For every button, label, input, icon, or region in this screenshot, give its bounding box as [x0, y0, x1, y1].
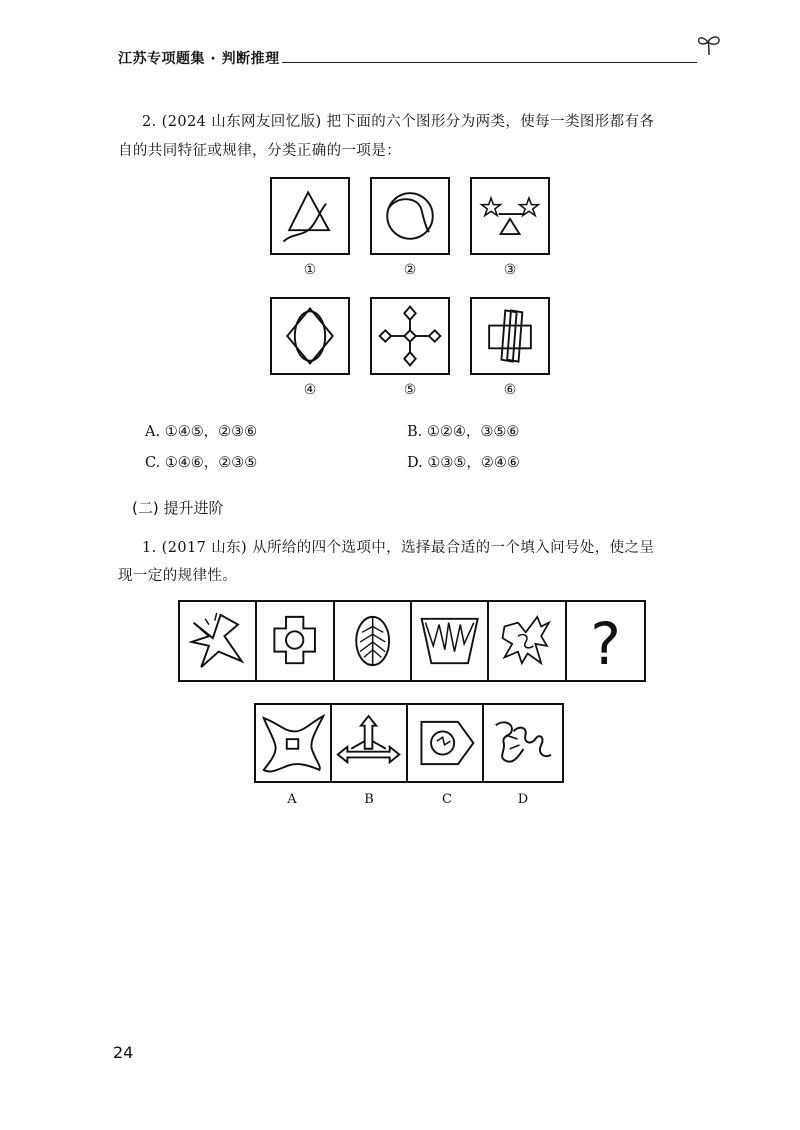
answer-figure-b[interactable]	[332, 705, 408, 781]
figure-label-1: ①	[303, 262, 317, 278]
sequence-cell-1	[180, 602, 257, 680]
figure-3	[470, 177, 550, 255]
running-header-title: 江苏专项题集 · 判断推理	[118, 51, 280, 67]
figure-1	[270, 177, 350, 255]
answer-label-b: B	[364, 792, 374, 807]
header-rule	[282, 62, 697, 63]
q2-line-2: 自的共同特征或规律，分类正确的一项是：	[118, 143, 402, 159]
option-a[interactable]: A. ①④⑤，②③⑥	[145, 424, 258, 440]
answer-label-d: D	[517, 792, 529, 807]
figure-2	[370, 177, 450, 255]
figure-4	[270, 297, 350, 375]
q1-line-1: 1. (2017 山东) 从所给的四个选项中，选择最合适的一个填入问号处，使之呈	[142, 540, 655, 556]
figure-5	[370, 297, 450, 375]
sprout-icon	[696, 33, 722, 61]
figure-label-3: ③	[503, 262, 517, 278]
q2-line-1: 2. (2024 山东网友回忆版) 把下面的六个图形分为两类，使每一类图形都有各	[142, 114, 655, 130]
figure-label-4: ④	[303, 382, 317, 398]
sequence-cell-4	[412, 602, 489, 680]
sequence-cell-2	[257, 602, 334, 680]
answer-figure-d[interactable]	[484, 705, 562, 781]
figure-label-2: ②	[403, 262, 417, 278]
q1-line-2: 现一定的规律性。	[118, 568, 238, 584]
answer-label-a: A	[287, 792, 297, 807]
figure-6	[470, 297, 550, 375]
figure-label-5: ⑤	[403, 382, 417, 398]
page-number: 24	[113, 1043, 134, 1062]
sequence-strip	[178, 600, 646, 682]
figure-label-6: ⑥	[503, 382, 517, 398]
section-heading: (二) 提升进阶	[132, 499, 224, 517]
question-mark: ?	[590, 610, 621, 678]
sequence-cell-3	[335, 602, 412, 680]
option-d[interactable]: D. ①③⑤，②④⑥	[407, 455, 520, 471]
sequence-cell-6	[567, 602, 644, 680]
sequence-cell-5	[489, 602, 566, 680]
option-c[interactable]: C. ①④⑥，②③⑤	[145, 455, 258, 471]
option-b[interactable]: B. ①②④，③⑤⑥	[407, 424, 520, 440]
answer-label-c: C	[442, 792, 452, 807]
answer-strip	[254, 703, 564, 783]
answer-figure-c[interactable]	[408, 705, 484, 781]
answer-figure-a[interactable]	[256, 705, 332, 781]
